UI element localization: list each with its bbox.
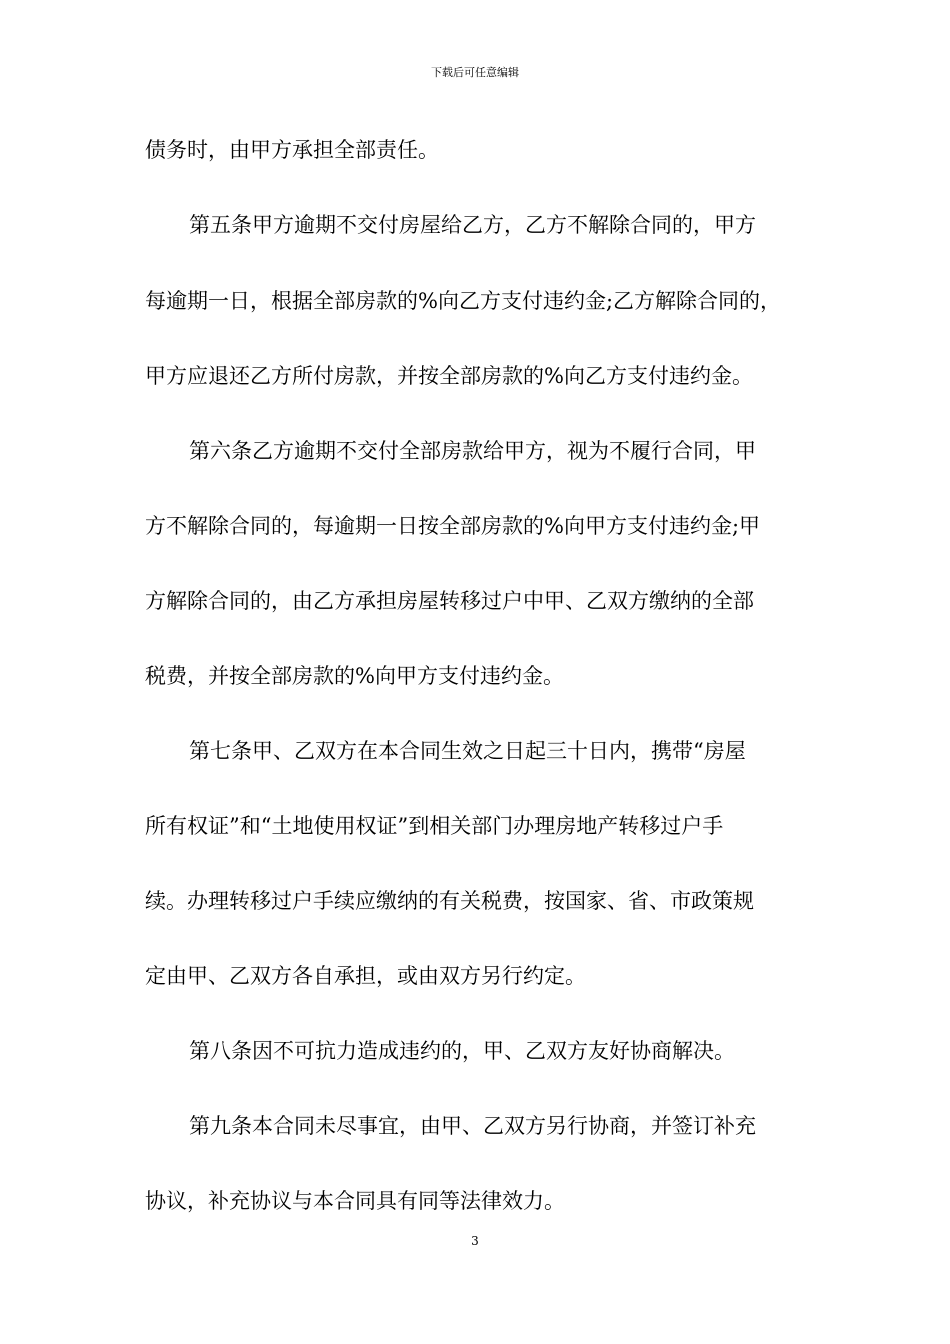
body-line: 每逾期一日，根据全部房款的%向乙方支付违约金;乙方解除合同的， bbox=[145, 289, 782, 313]
body-line: 第七条甲、乙双方在本合同生效之日起三十日内，携带“房屋 bbox=[189, 739, 746, 763]
page-header: 下载后可任意编辑 bbox=[431, 66, 519, 79]
body-line: 第六条乙方逾期不交付全部房款给甲方，视为不履行合同，甲 bbox=[189, 439, 756, 463]
body-line: 第九条本合同未尽事宜，由甲、乙双方另行协商，并签订补充 bbox=[189, 1114, 756, 1138]
body-line: 方解除合同的，由乙方承担房屋转移过户中甲、乙双方缴纳的全部 bbox=[145, 589, 754, 613]
body-line: 第八条因不可抗力造成违约的，甲、乙双方友好协商解决。 bbox=[189, 1039, 735, 1063]
body-line: 定由甲、乙双方各自承担，或由双方另行约定。 bbox=[145, 964, 586, 988]
body-line: 第五条甲方逾期不交付房屋给乙方，乙方不解除合同的，甲方 bbox=[189, 213, 756, 237]
body-line: 协议，补充协议与本合同具有同等法律效力。 bbox=[145, 1189, 565, 1213]
page-number: 3 bbox=[471, 1234, 479, 1248]
body-line: 税费，并按全部房款的%向甲方支付违约金。 bbox=[145, 664, 564, 688]
body-line: 所有权证”和“土地使用权证”到相关部门办理房地产转移过户手 bbox=[145, 814, 724, 838]
body-line: 方不解除合同的，每逾期一日按全部房款的%向甲方支付违约金;甲 bbox=[145, 514, 761, 538]
body-line: 债务时，由甲方承担全部责任。 bbox=[145, 138, 439, 162]
body-line: 甲方应退还乙方所付房款，并按全部房款的%向乙方支付违约金。 bbox=[145, 364, 753, 388]
body-line: 续。办理转移过户手续应缴纳的有关税费，按国家、省、市政策规 bbox=[145, 889, 754, 913]
